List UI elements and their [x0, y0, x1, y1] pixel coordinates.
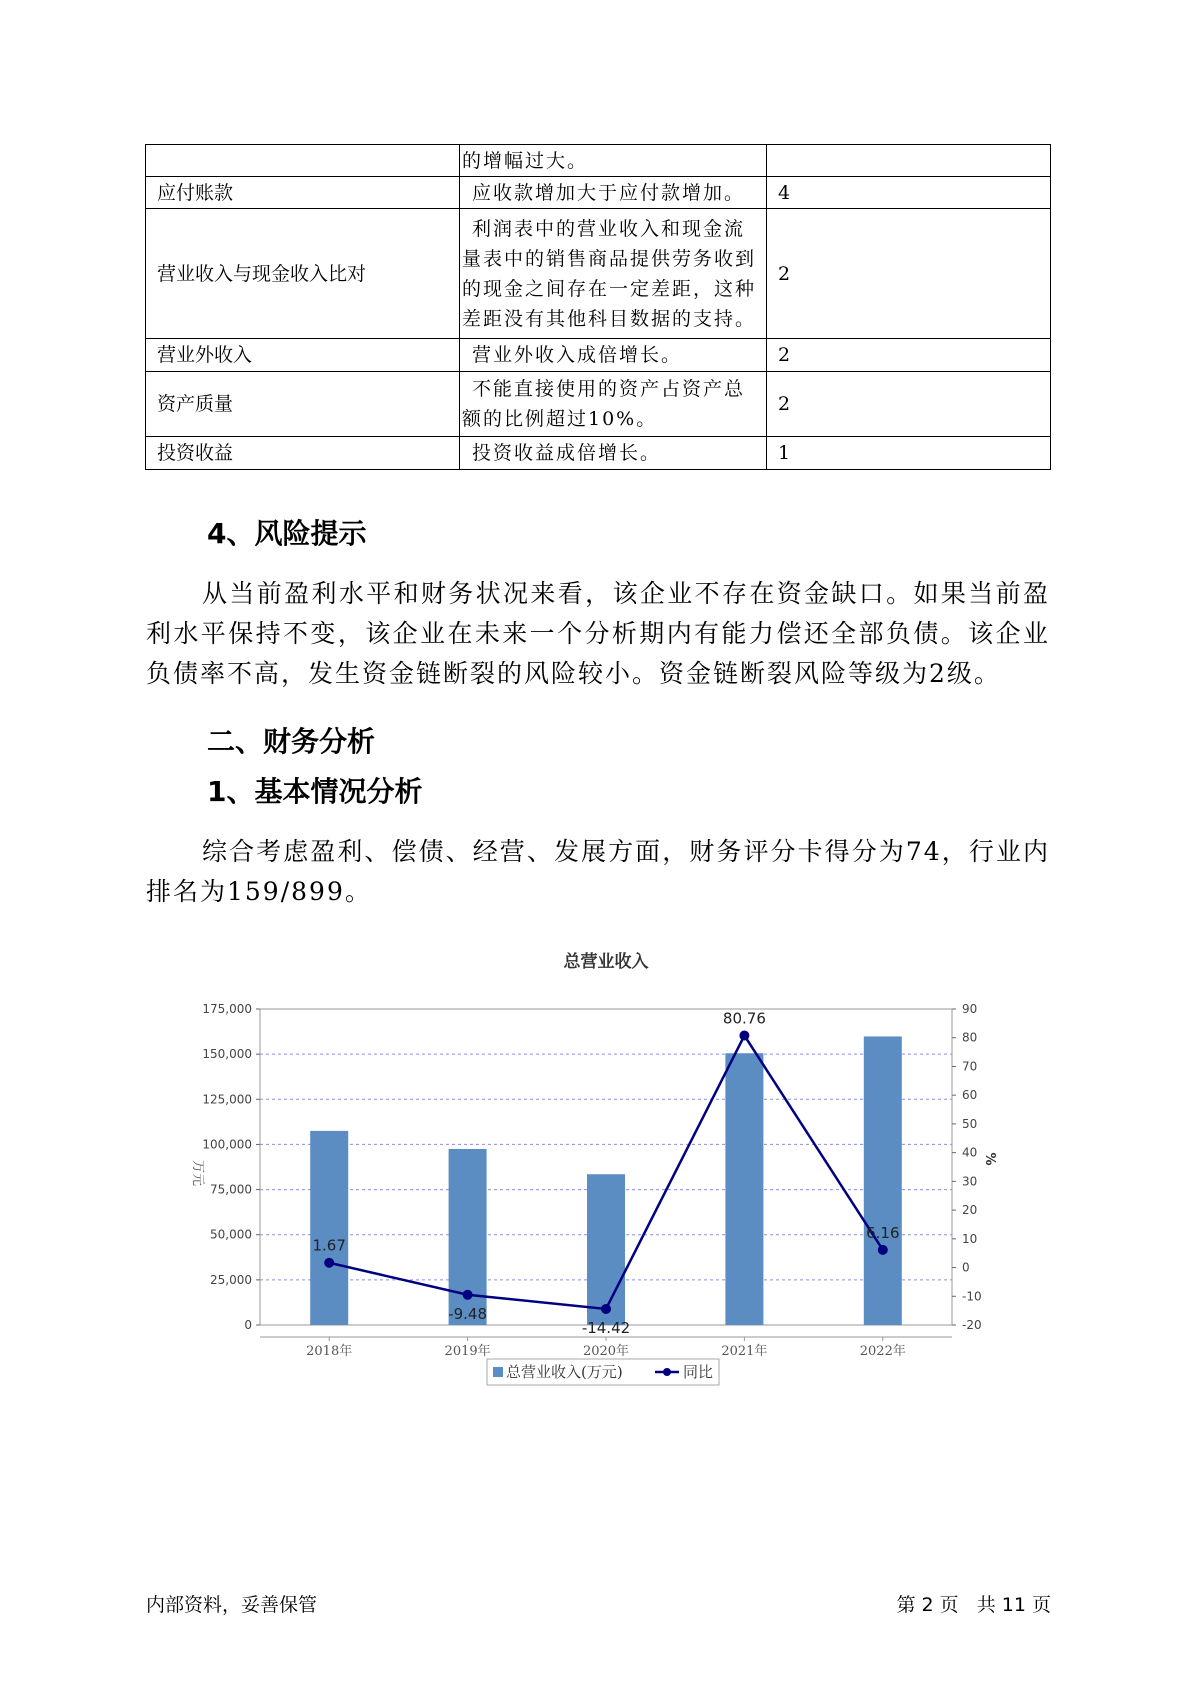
- point-yoy: [463, 1290, 473, 1300]
- table-cell-score: 2: [767, 209, 1051, 339]
- table-cell-score: 1: [767, 437, 1051, 470]
- y-tick-label: 125,000: [202, 1092, 252, 1107]
- table-row: [146, 372, 1051, 437]
- table-cell-desc: [460, 437, 767, 470]
- y2-tick-label: 80: [962, 1030, 978, 1045]
- y-tick-label: 100,000: [202, 1137, 252, 1152]
- table-cell-desc: 的增幅过大。: [460, 145, 767, 177]
- data-label-yoy: -14.42: [581, 1318, 631, 1337]
- table-cell-item: 应付账款: [146, 177, 460, 209]
- y2-axis-title: %: [982, 1152, 997, 1166]
- table-row: [146, 209, 1051, 339]
- table-cell-item: 营业收入与现金收入比对: [146, 209, 460, 339]
- bar-total-revenue: [864, 1036, 902, 1325]
- data-label-yoy: -9.48: [448, 1304, 488, 1323]
- chart-title: 总营业收入: [563, 952, 649, 972]
- bar-total-revenue: [310, 1131, 348, 1325]
- x-tick-label: 2021年: [721, 1344, 768, 1359]
- y2-tick-label: -20: [962, 1318, 982, 1332]
- section-heading-financial: 二、财务分析: [207, 725, 376, 758]
- table-cell-item: 资产质量: [146, 372, 460, 437]
- data-label-yoy: 1.67: [312, 1236, 346, 1255]
- table-cell-score: 2: [767, 372, 1051, 437]
- table-cell-desc: [460, 209, 767, 339]
- y2-tick-label: -10: [962, 1289, 982, 1304]
- point-yoy: [324, 1258, 334, 1268]
- y2-tick-label: 30: [962, 1174, 978, 1189]
- y-tick-label: 25,000: [210, 1272, 252, 1287]
- table-cell-desc-text: 应收款增加大于应付款增加。: [472, 181, 746, 204]
- data-label-yoy: 80.76: [722, 1009, 766, 1028]
- y2-tick-label: 70: [962, 1059, 978, 1074]
- legend-label-yoy: 同比: [683, 1363, 714, 1381]
- x-tick-label: 2018年: [306, 1344, 353, 1359]
- table-cell-item: [146, 145, 460, 177]
- y2-tick-label: 60: [962, 1088, 978, 1103]
- table-cell-score: 2: [767, 339, 1051, 372]
- table-cell-item: 营业外收入: [146, 339, 460, 372]
- y2-tick-label: 50: [962, 1116, 978, 1131]
- footer-page-number: 第 2 页 共 11 页: [896, 1594, 1051, 1616]
- point-yoy: [601, 1304, 611, 1314]
- table-cell-desc: [460, 177, 767, 209]
- table-cell-desc: [460, 339, 767, 372]
- point-yoy: [739, 1031, 749, 1041]
- table-cell-desc: [460, 372, 767, 437]
- table-row: [146, 437, 1051, 470]
- revenue-chart: [180, 945, 1000, 1405]
- x-tick-label: 2019年: [444, 1344, 491, 1359]
- y-tick-label: 50,000: [210, 1227, 252, 1242]
- y2-tick-label: 40: [962, 1145, 978, 1160]
- basic-analysis-paragraph: 综合考虑盈利、偿债、经营、发展方面，财务评分卡得分为74，行业内排名为159/899。: [146, 837, 1050, 906]
- y2-tick-label: 90: [962, 1002, 978, 1016]
- table-cell-desc-text: 不能直接使用的资产占资产总额的比例超过10%。: [462, 378, 746, 430]
- y-tick-label: 0: [244, 1318, 252, 1332]
- x-tick-label: 2022年: [859, 1344, 906, 1359]
- footer-confidential: 内部资料，妥善保管: [146, 1594, 318, 1616]
- table-cell-desc-text: 利润表中的营业收入和现金流量表中的销售商品提供劳务收到的现金之间存在一定差距，这种差距没有其他科目数据的支持。: [462, 217, 757, 330]
- bar-total-revenue: [587, 1174, 625, 1325]
- legend-swatch-revenue: [493, 1367, 503, 1377]
- section-heading-risk: 4、风险提示: [207, 517, 367, 550]
- y2-tick-label: 0: [962, 1260, 970, 1275]
- y-axis-title: 万元: [190, 1159, 205, 1187]
- table-row: [146, 145, 1051, 177]
- legend-label-revenue: 总营业收入(万元): [506, 1363, 623, 1381]
- point-yoy: [878, 1245, 888, 1255]
- table-row: [146, 339, 1051, 372]
- y-tick-label: 75,000: [210, 1182, 252, 1197]
- y2-tick-label: 20: [962, 1203, 978, 1218]
- y-tick-label: 175,000: [202, 1002, 252, 1016]
- legend-marker-yoy: [663, 1368, 671, 1376]
- bar-total-revenue: [725, 1053, 763, 1325]
- x-tick-label: 2020年: [582, 1344, 630, 1359]
- table-cell-item: 投资收益: [146, 437, 460, 470]
- risk-paragraph: 从当前盈利水平和财务状况来看，该企业不存在资金缺口。如果当前盈利水平保持不变，该企业在未来一个分析期内有能力偿还全部负债。该企业负债率不高，发生资金链断裂的风险较小。资金链断裂风险等级为2级。: [146, 579, 1050, 688]
- y-tick-label: 150,000: [202, 1047, 252, 1062]
- data-label-yoy: 6.16: [866, 1223, 900, 1242]
- y2-tick-label: 10: [962, 1231, 978, 1246]
- table-cell-desc-text: 投资收益成倍增长。: [472, 442, 662, 464]
- table-cell-desc-text: 营业外收入成倍增长。: [472, 344, 683, 366]
- risk-indicator-table: [145, 144, 1051, 470]
- table-row: [146, 177, 1051, 209]
- subsection-heading-basic: 1、基本情况分析: [207, 775, 423, 808]
- table-cell-score: [767, 145, 1051, 177]
- table-cell-score: 4: [767, 177, 1051, 209]
